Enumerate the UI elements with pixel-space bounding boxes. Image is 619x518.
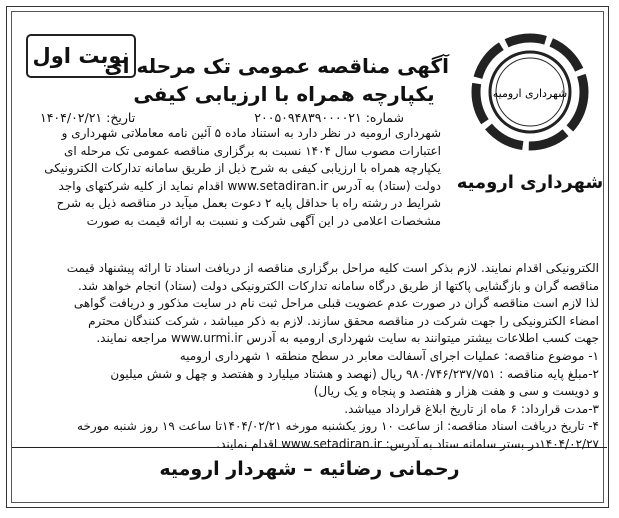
org-name: شهرداری ارومیه	[456, 172, 604, 193]
signature-footer: رحمانی رضائیه – شهردار ارومیه	[159, 458, 460, 480]
text-line: شرایط در رشته راه با حداقل پایه ۲ دعوت بعمل میآید در مناقصه ذیل به شرح	[56, 196, 441, 211]
text-line: ۴- تاریخ دریافت اسناد مناقصه: از ساعت ۱۰ روز یکشنبه مورخه ۱۴۰۴/۰۲/۲۱تا ساعت ۱۹ روز شنبه مورخه	[77, 419, 599, 434]
text-line: ۲-مبلغ پایه مناقصه : ۹۸۰/۷۴۶/۲۳۷/۷۵۱ ریال (نهصد و هشتاد میلیارد و هفتصد و چهل و شش میلیون	[110, 366, 599, 381]
text-line: مناقصه گران و بازگشایی پاکتها از طریق درگاه سامانه تدارکات الکترونیکی دولت (ستاد) انجام خواهد شد.	[77, 278, 599, 293]
ad-paragraph-b	[24, 260, 599, 454]
footer-divider	[12, 447, 607, 448]
text-line: شهرداری ارومیه در نظر دارد به استناد ماده ۵ آئین نامه معاملاتی شهرداری و	[61, 126, 441, 140]
text-line: یکپارچه همراه با ارزیابی کیفی به شرح ذیل از طریق سامانه تدارکات الکترونیکی	[44, 161, 441, 176]
ad-number: شماره: ۲۰۰۵۰۹۴۸۳۹۰۰۰۰۲۱	[254, 110, 404, 125]
text-line: ۳-مدت قرارداد: ۶ ماه از تاریخ ابلاغ قرارداد میباشد.	[344, 401, 599, 416]
text-line: اعتبارات مصوب سال ۱۴۰۴ نسبت به برگزاری مناقصه عمومی تک مرحله ای	[63, 143, 441, 158]
urmia-emblem-icon	[455, 22, 605, 172]
ad-title-line1: آگهی مناقصه عمومی تک مرحله ای	[104, 54, 449, 78]
round-label: نوبت اول	[26, 34, 136, 78]
text-line: جهت کسب اطلاعات بیشتر میتوانند به سایت شهرداری ارومیه به آدرس www.urmi.ir مراجعه نمایند.	[96, 331, 599, 346]
ad-date: تاریخ: ۱۴۰۴/۰۲/۲۱	[40, 110, 136, 125]
ad-paragraph-a	[31, 125, 441, 231]
text-line: و دویست و سی و هفت هزار و هفتصد و پنجاه و یک ریال)	[313, 384, 599, 399]
ad-title-line2: یکپارچه همراه با ارزیابی کیفی	[133, 82, 435, 106]
text-line: الکترونیکی اقدام نمایند. لازم بذکر است کلیه مراحل برگزاری مناقصه از دریافت اسناد تا ارائه پیشنهاد قیمت	[66, 261, 599, 275]
text-line: ۱۴۰۴/۰۲/۲۷در بستر سامانه ستاد به آدرس: www.setadiran.ir اقدام نمایند.	[216, 436, 599, 451]
text-line: ۱- موضوع مناقصه: عملیات اجرای آسفالت معابر در سطح منطقه ۱ شهرداری ارومیه	[179, 348, 599, 363]
text-line: امضاء الکترونیکی را جهت شرکت در مناقصه محقق سازند. لازم به ذکر میباشد ، شرکت کنندگان محترم	[88, 313, 599, 328]
text-line: مشخصات اعلامی در این آگهی شرکت و نسبت به ارائه قیمت به صورت	[86, 213, 441, 228]
municipality-logo	[455, 22, 605, 192]
emblem-text: شهرداری ارومیه	[492, 87, 568, 100]
text-line: دولت (ستاد) به آدرس www.setadiran.ir اقدام نماید از کلیه شرکتهای واجد	[58, 178, 441, 193]
text-line: لذا لازم است مناقصه گران در صورت عدم عضویت قبلی مراحل ثبت نام در سایت مذکور و دریافت گواهی	[73, 296, 599, 311]
